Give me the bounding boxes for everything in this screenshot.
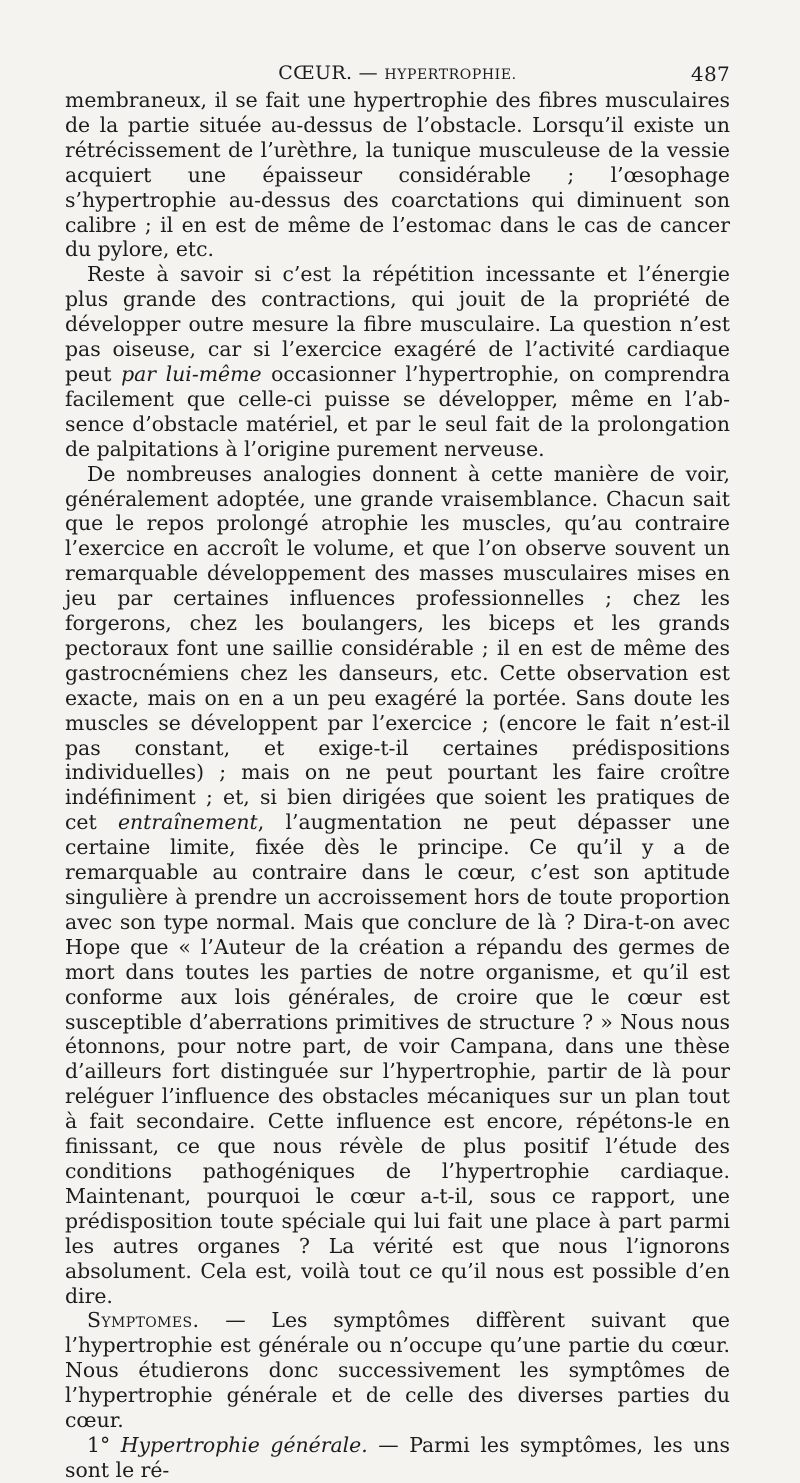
italic-text: entraînement [117, 810, 258, 835]
text-run: , l’augmentation ne peut dépasser une certaine limite, fixée dès le principe. Ce qu’il y a de remarquable au contraire dans le cœur, c’est son aptitude singulière à prendre un accroissement hors de toute proportion avec son type normal. Mais que conclure de là ? Dira-t-on avec Hope que « l’Auteur de la création a répandu des germes de mort dans toutes les parties de notre organisme, et qu’il est conforme aux lois générales, de croire que le cœur est susceptible d’aberrations primitives de structure ? » Nous nous étonnons, pour notre part, de voir Campana, dans une thèse d’ailleurs fort distinguée sur l’hypertrophie, partir de là pour reléguer l’influence des obstacles mécaniques sur un plan tout à fait secondaire. Cette influence est encore, répétons-le en finissant, ce que nous révèle de plus positif l’étude des conditions pathogéniques de l’hypertrophie cardiaque. Maintenant, pourquoi le cœur a-t-il, sous ce rapport, une prédisposition toute spéciale qui lui fait une place à part parmi les autres organes ? La vérité est que nous l’ignorons absolument. Cela est, voilà tout ce qu’il nous est possible d’en dire. [65, 810, 730, 1308]
text-run: Reste à savoir si c’est la répétition incessante et l’énergie plus grande des contractions, qui jouit de la propriété de développer outre mesure la fibre musculaire. La question n’est pas oiseuse, car si l’exercice exagéré de l’activité cardiaque peut [65, 262, 730, 386]
paragraph [65, 462, 730, 1309]
paragraph-hypertrophie-generale [65, 1433, 730, 1483]
text-run: 1° [87, 1432, 121, 1457]
text-run: occasionner l’hypertrophie, on comprendra facilement que celle-ci puisse se développer, même en l’absence d’obstacle matériel, et par le seul fait de la prolongation de palpitations à l’origine purement nerveuse. [65, 361, 731, 461]
text-run: membraneux, il se fait une hypertrophie des fibres musculaires de la partie située au-dessus de l’obstacle. Lorsqu’il existe un rétrécissement de l’urèthre, la tunique musculeuse de la vessie acquiert une épaisseur considérable ; l’œsophage s’hypertrophie au-dessus des coarctations qui diminuent son calibre ; il en est de même de l’estomac dans le cas de cancer du pylore, etc. [65, 88, 730, 262]
paragraph-symptomes [65, 1308, 730, 1433]
running-title-main: CŒUR. [278, 62, 353, 84]
text-run: De nombreuses analogies donnent à cette manière de voir, généralement adoptée, une grande vraisemblance. Chacun sait que le repos prolongé atrophie les muscles, qu’au contraire l’exercice en accroît le volume, et que l’on observe souvent un remarquable développement des masses musculaires mises en jeu par certaines influences professionnelles ; chez les forgerons, chez les boulangers, les biceps et les grands pectoraux font une saillie considérable ; il en est de même des gastrocnémiens chez les danseurs, etc. Cette observation est exacte, mais on en a un peu exagéré la portée. Sans doute les muscles se développent par l’exercice ; (encore le fait n’est-il pas constant, et exige-t-il certaines prédispositions individuelles) ; mais on ne peut pourtant les faire croître indéfiniment ; et, si bien dirigées que soient les pratiques de cet [65, 461, 730, 835]
body-text [65, 88, 730, 1483]
running-title [65, 62, 730, 84]
italic-text: par lui-même [121, 361, 262, 386]
paragraph [65, 262, 730, 461]
text-run: — Les symptômes diffèrent suivant que l’hypertrophie est générale ou n’occupe qu’une partie du cœur. Nous étudierons donc successivement les symptômes de l’hypertrophie générale et de celle des diverses parties du cœur. [65, 1308, 730, 1433]
italic-text: Hypertrophie générale. [120, 1432, 368, 1457]
paragraph [65, 88, 730, 262]
running-title-sub: HYPERTROPHIE. [384, 67, 517, 83]
running-head [65, 58, 730, 88]
page-number: 487 [690, 62, 730, 86]
section-lead: Symptomes. [87, 1308, 200, 1333]
text-run: — Parmi les symptômes, les uns sont le ré- [65, 1432, 731, 1482]
running-title-separator: — [358, 62, 378, 84]
